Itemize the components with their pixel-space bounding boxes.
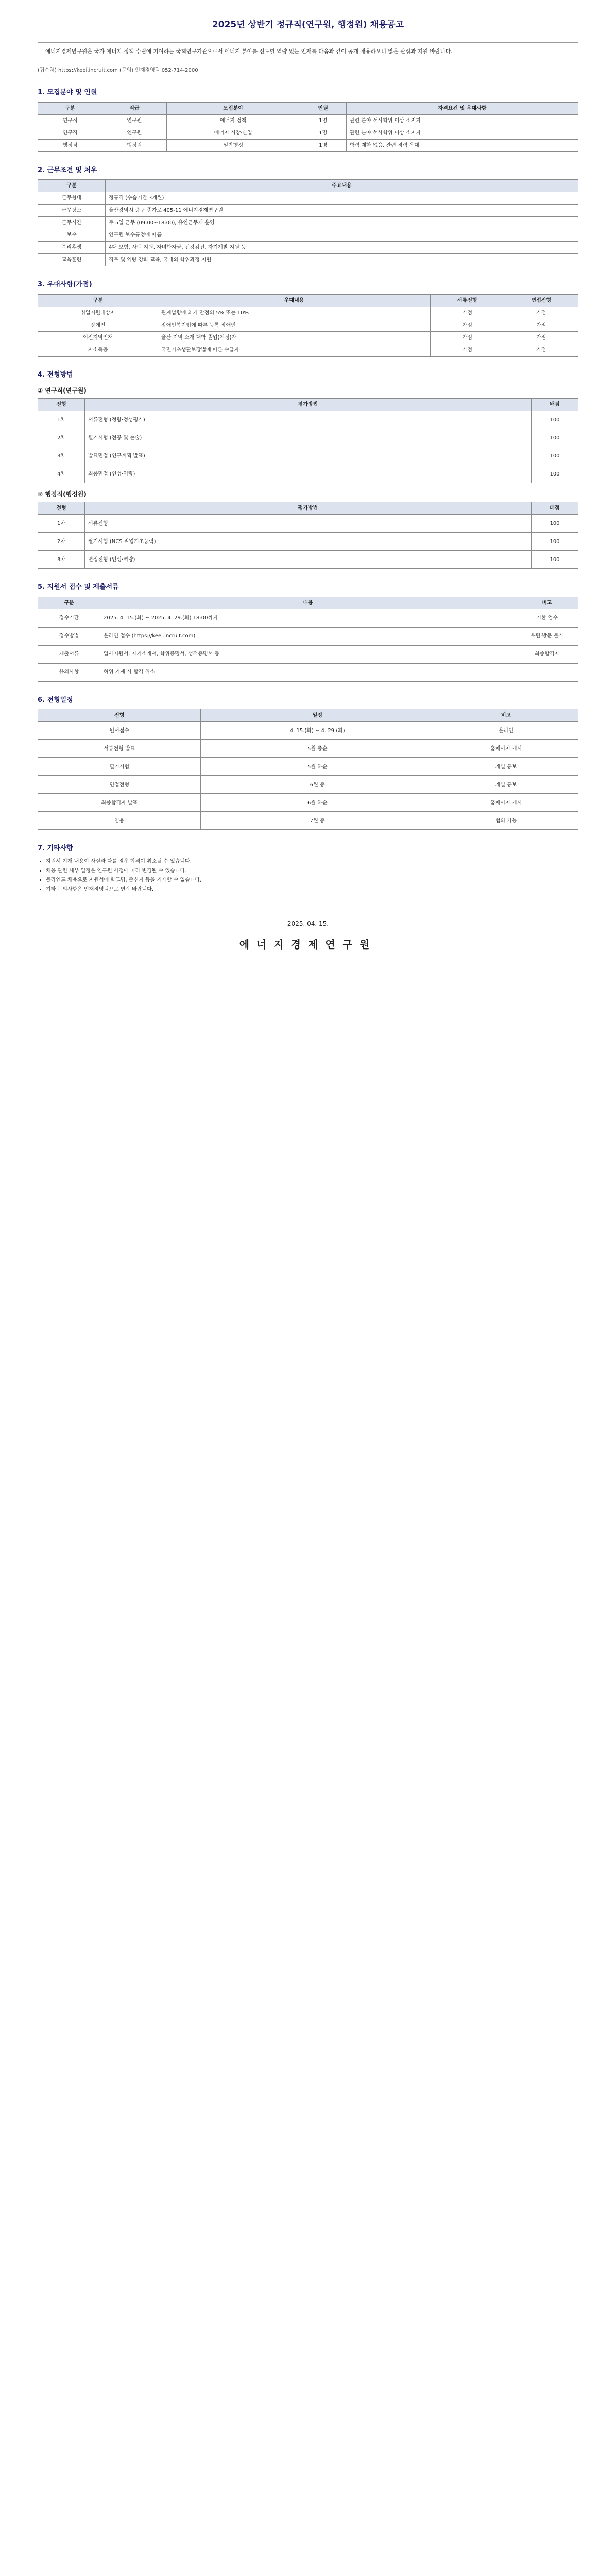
col-header: 평가방법 (85, 399, 532, 411)
table-row: 복리후생 4대 보험, 사택 지원, 자녀학자금, 건강검진, 자기계발 지원 등 (38, 242, 578, 254)
table-row: 3차 발표면접 (연구계획 발표) 100 (38, 447, 578, 465)
col-header: 비고 (516, 597, 578, 609)
table-row: 취업지원대상자 관계법령에 의거 만점의 5% 또는 10% 가점 가점 (38, 307, 578, 319)
table-row: 교육훈련 직무 및 역량 강화 교육, 국내외 학위과정 지원 (38, 254, 578, 266)
col-header: 모집분야 (166, 102, 300, 114)
section2-heading: 2. 근무조건 및 처우 (38, 166, 97, 174)
section3-heading: 3. 우대사항(가점) (38, 281, 92, 289)
intro-box: 에너지경제연구원은 국가 에너지 정책 수립에 기여하는 국책연구기관으로서 에너지 분야를 선도할 역량 있는 인재를 다음과 같이 공개 채용하오니 많은 관심과 지원 바랍니다. (38, 42, 578, 62)
research-screening-table (38, 398, 578, 483)
col-header: 배점 (532, 502, 578, 515)
table-row: 연구직 연구원 에너지 시장·산업 1명 관련 분야 석사학위 이상 소지자 (38, 127, 578, 139)
table-row: 2차 필기시험 (전공 및 논술) 100 (38, 429, 578, 447)
table-row: 임용 7월 중 협의 가능 (38, 812, 578, 830)
schedule-table (38, 709, 578, 830)
col-header: 인원 (300, 102, 346, 114)
list-item: • 채용 관련 세부 일정은 연구원 사정에 따라 변경될 수 있습니다. (46, 867, 578, 875)
table-row: 면접전형 6월 중 개별 통보 (38, 776, 578, 794)
col-header: 전형 (38, 399, 85, 411)
col-header: 전형 (38, 709, 201, 722)
admin-screening-table (38, 502, 578, 569)
col-header: 내용 (100, 597, 516, 609)
table-row: 행정직 행정원 일반행정 1명 학력 제한 없음, 관련 경력 우대 (38, 139, 578, 151)
col-header: 서류전형 (430, 294, 504, 307)
page-title: 2025년 상반기 정규직(연구원, 행정원) 채용공고 (212, 20, 404, 30)
contact-info: (접수처) https://keei.incruit.com (문의) 인재경영팀 052-714-2000 (38, 67, 198, 74)
table-row: 접수방법 온라인 접수 (https://keei.incruit.com) 우편·방문 불가 (38, 627, 578, 645)
col-header: 구분 (38, 102, 102, 114)
section4-heading: 4. 전형방법 (38, 370, 73, 379)
col-header: 자격요건 및 우대사항 (346, 102, 578, 114)
col-header: 구분 (38, 294, 158, 307)
col-header: 면접전형 (504, 294, 578, 307)
section7-heading: 7. 기타사항 (38, 844, 73, 853)
list-item: • 기타 문의사항은 인재경영팀으로 연락 바랍니다. (46, 886, 578, 893)
notice-date: 2025. 04. 15. (287, 920, 329, 927)
list-item: • 블라인드 채용으로 지원서에 학교명, 출신지 등을 기재할 수 없습니다. (46, 876, 578, 884)
list-item: • 지원서 기재 내용이 사실과 다를 경우 합격이 취소될 수 있습니다. (46, 858, 578, 866)
table-row: 서류전형 발표 5월 중순 홈페이지 게시 (38, 740, 578, 758)
table-row: 보수 연구원 보수규정에 따름 (38, 229, 578, 242)
col-header: 일정 (201, 709, 434, 722)
table-row: 3차 면접전형 (인성·역량) 100 (38, 551, 578, 569)
table-row: 장애인 장애인복지법에 따른 등록 장애인 가점 가점 (38, 319, 578, 331)
preference-table (38, 294, 578, 357)
table-row: 제출서류 입사지원서, 자기소개서, 학위증명서, 성적증명서 등 최종합격자 (38, 645, 578, 663)
col-header: 비고 (434, 709, 578, 722)
section6-heading: 6. 전형일정 (38, 696, 73, 704)
col-header: 주요내용 (106, 180, 578, 192)
recruit-table (38, 102, 578, 152)
table-row: 1차 서류전형 (정량·정성평가) 100 (38, 411, 578, 429)
notes-list (38, 858, 578, 893)
col-header: 직급 (102, 102, 166, 114)
table-row: 최종합격자 발표 6월 하순 홈페이지 게시 (38, 794, 578, 812)
col-header: 구분 (38, 597, 100, 609)
table-row: 필기시험 5월 하순 개별 통보 (38, 758, 578, 776)
col-header: 전형 (38, 502, 85, 515)
table-row: 유의사항 허위 기재 시 합격 취소 (38, 663, 578, 681)
application-table (38, 597, 578, 682)
table-row: 1차 서류전형 100 (38, 515, 578, 533)
table-row: 연구직 연구원 에너지 정책 1명 관련 분야 석사학위 이상 소지자 (38, 114, 578, 127)
col-header: 구분 (38, 180, 106, 192)
table-row: 2차 필기시험 (NCS 직업기초능력) 100 (38, 533, 578, 551)
col-header: 배점 (532, 399, 578, 411)
conditions-table (38, 179, 578, 266)
table-row: 원서접수 4. 15.(화) ~ 4. 29.(화) 온라인 (38, 722, 578, 740)
section5-heading: 5. 지원서 접수 및 제출서류 (38, 583, 119, 591)
col-header: 평가방법 (85, 502, 532, 515)
table-row: 접수기간 2025. 4. 15.(화) ~ 2025. 4. 29.(화) 18:00까지 기한 엄수 (38, 609, 578, 627)
table-row: 4차 최종면접 (인성·역량) 100 (38, 465, 578, 483)
organization-name: 에너지경제연구원 (239, 938, 377, 951)
research-subheading: ① 연구직(연구원) (38, 387, 87, 395)
table-row: 이전지역인재 울산 지역 소재 대학 졸업(예정)자 가점 가점 (38, 331, 578, 344)
table-row: 근무장소 울산광역시 중구 종가로 405-11 에너지경제연구원 (38, 205, 578, 217)
admin-subheading: ② 행정직(행정원) (38, 490, 87, 498)
table-row: 근무시간 주 5일 근무 (09:00~18:00), 유연근무제 운영 (38, 217, 578, 229)
table-row: 근무형태 정규직 (수습기간 3개월) (38, 192, 578, 205)
table-row: 저소득층 국민기초생활보장법에 따른 수급자 가점 가점 (38, 344, 578, 356)
section1-heading: 1. 모집분야 및 인원 (38, 89, 97, 97)
page (38, 0, 578, 952)
col-header: 우대내용 (158, 294, 431, 307)
